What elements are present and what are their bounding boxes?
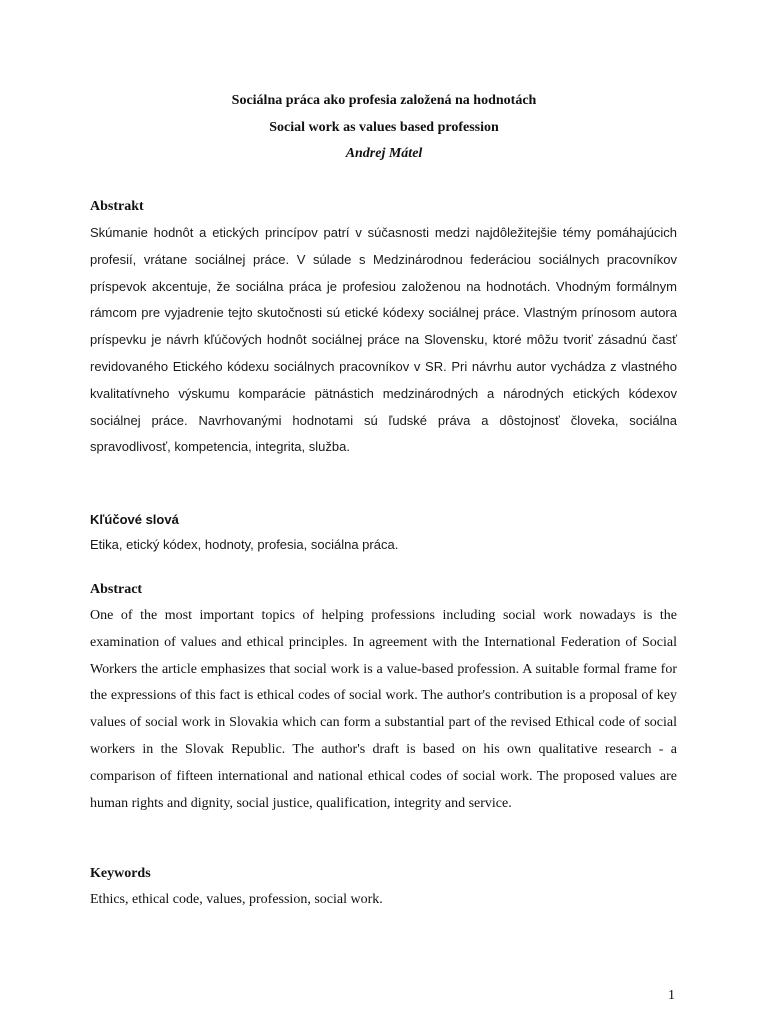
abstrakt-heading: Abstrakt xyxy=(90,199,144,214)
keywords-heading: Keywords xyxy=(90,866,151,881)
title-english: Social work as values based profession xyxy=(269,120,499,135)
author-name: Andrej Mátel xyxy=(345,146,423,161)
abstract-heading: Abstract xyxy=(90,582,143,597)
abstract-text: One of the most important topics of helping professions including social work nowadays is the examination of values and ethical principles. In agreement with the International Federation of Social Workers the article emphasizes that social work is a value-based profession. A suitable formal frame for the expressions of this fact is ethical codes of social work. The author's contribution is a proposal of key values of social work in Slovakia which can form a substantial part of the revised Ethical code of social workers in the Slovak Republic. The author's draft is based on his own qualitative research - a comparison of fifteen international and national ethical codes of social work. The proposed values are human rights and dignity, social justice, qualification, integrity and service. xyxy=(90,608,677,811)
abstrakt-text: Skúmanie hodnôt a etických princípov patrí v súčasnosti medzi najdôležitejšie témy pomáhajúcich profesií, vrátane sociálnej práce. V súlade s Medzinárodnou federáciou sociálnych pracovníkov príspevok akcentuje, že sociálna práca je profesiou založenou na hodnotách. Vhodným formálnym rámcom pre vyjadrenie tejto skutočnosti sú etické kódexy sociálnej práce. Vlastným prínosom autora príspevku je návrh kľúčových hodnôt sociálnej práce na Slovensku, ktoré môžu tvoriť zásadnú časť revidovaného Etického kódexu sociálnych pracovníkov v SR. Pri návrhu autor vychádza z vlastného kvalitatívneho výskumu komparácie pätnástich medzinárodných a národných etických kódexov sociálnej práce. Navrhovanými hodnotami sú ľudské práva a dôstojnosť človeka, sociálna spravodlivosť, kompetencia, integrita, služba. xyxy=(90,225,677,455)
klucove-slova-text: Etika, etický kódex, hodnoty, profesia, sociálna práca. xyxy=(90,537,399,552)
klucove-slova-heading: Kľúčové slová xyxy=(90,512,179,527)
keywords-text: Ethics, ethical code, values, profession, social work. xyxy=(90,892,383,907)
page-number: 1 xyxy=(668,988,675,1003)
title-slovak: Sociálna práca ako profesia založená na hodnotách xyxy=(231,93,537,108)
